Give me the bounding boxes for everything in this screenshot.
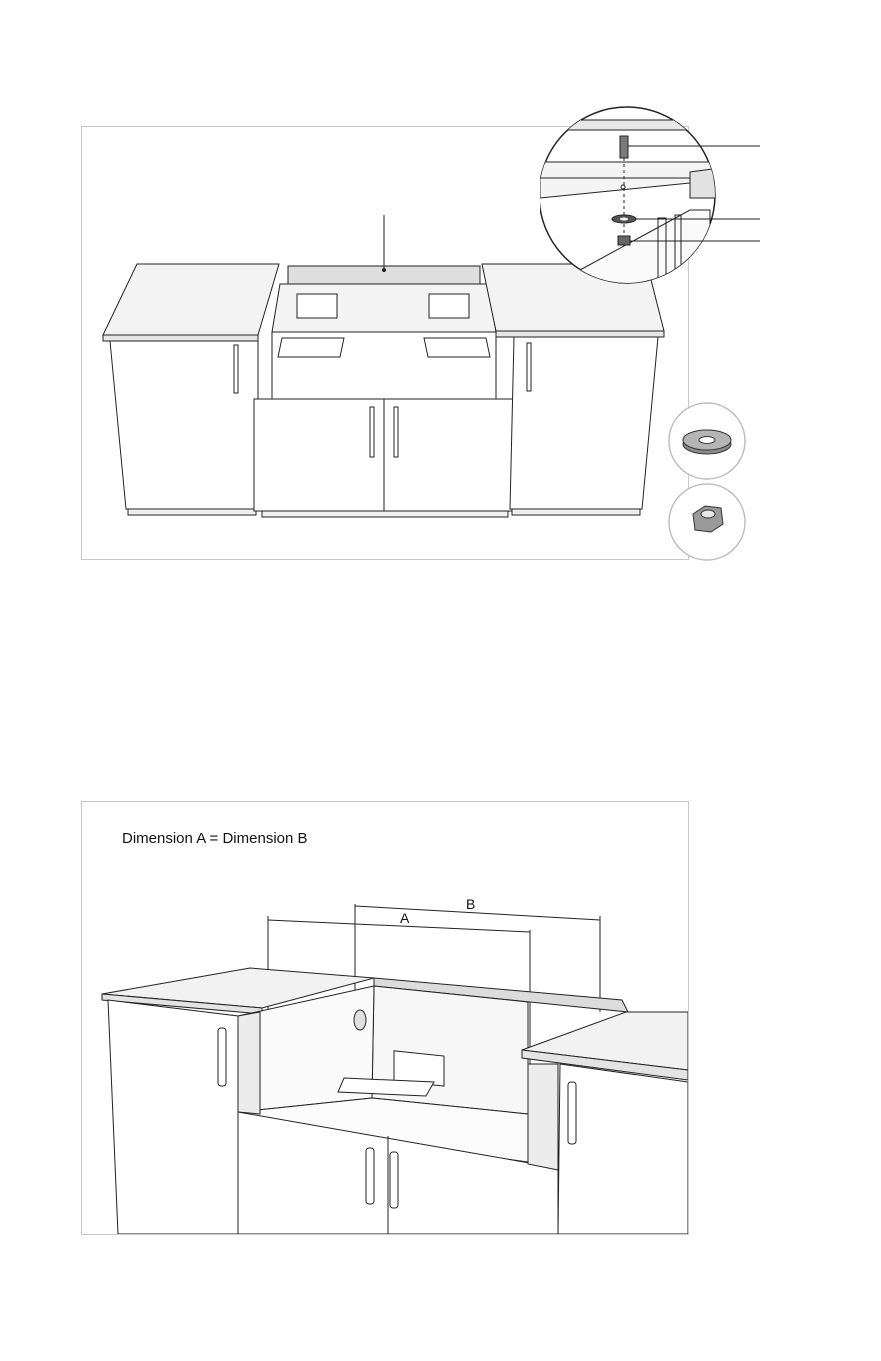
- left-cabinet-handle: [218, 1028, 226, 1086]
- bolt-detail-magnifier: [540, 90, 800, 290]
- dimension-b-label: B: [466, 896, 476, 912]
- center-right-door-handle: [390, 1152, 398, 1208]
- hardware-detail-icons: [665, 400, 751, 566]
- center-left-door-handle: [370, 407, 374, 457]
- nut-detail-icon: [618, 236, 630, 245]
- right-cabinet-body: [558, 1064, 688, 1234]
- right-cabinet-handle: [568, 1082, 576, 1144]
- right-cabinet-body: [510, 337, 658, 509]
- bolt-icon: [620, 136, 628, 158]
- center-left-door-handle: [366, 1148, 374, 1204]
- center-cabinet-body: [254, 399, 516, 511]
- right-cabinet-handle: [527, 343, 531, 391]
- assembly-figure-bottom: [81, 801, 689, 1235]
- dimension-caption: Dimension A = Dimension B: [122, 830, 308, 847]
- left-cabinet-countertop: [103, 264, 279, 335]
- cabinet-opening-drawing: [82, 802, 688, 1234]
- dimension-a-label: A: [400, 910, 410, 926]
- left-cabinet-handle: [234, 345, 238, 393]
- dimension-a-line: [268, 920, 530, 932]
- center-right-door-handle: [394, 407, 398, 457]
- dimension-b-line: [355, 906, 600, 920]
